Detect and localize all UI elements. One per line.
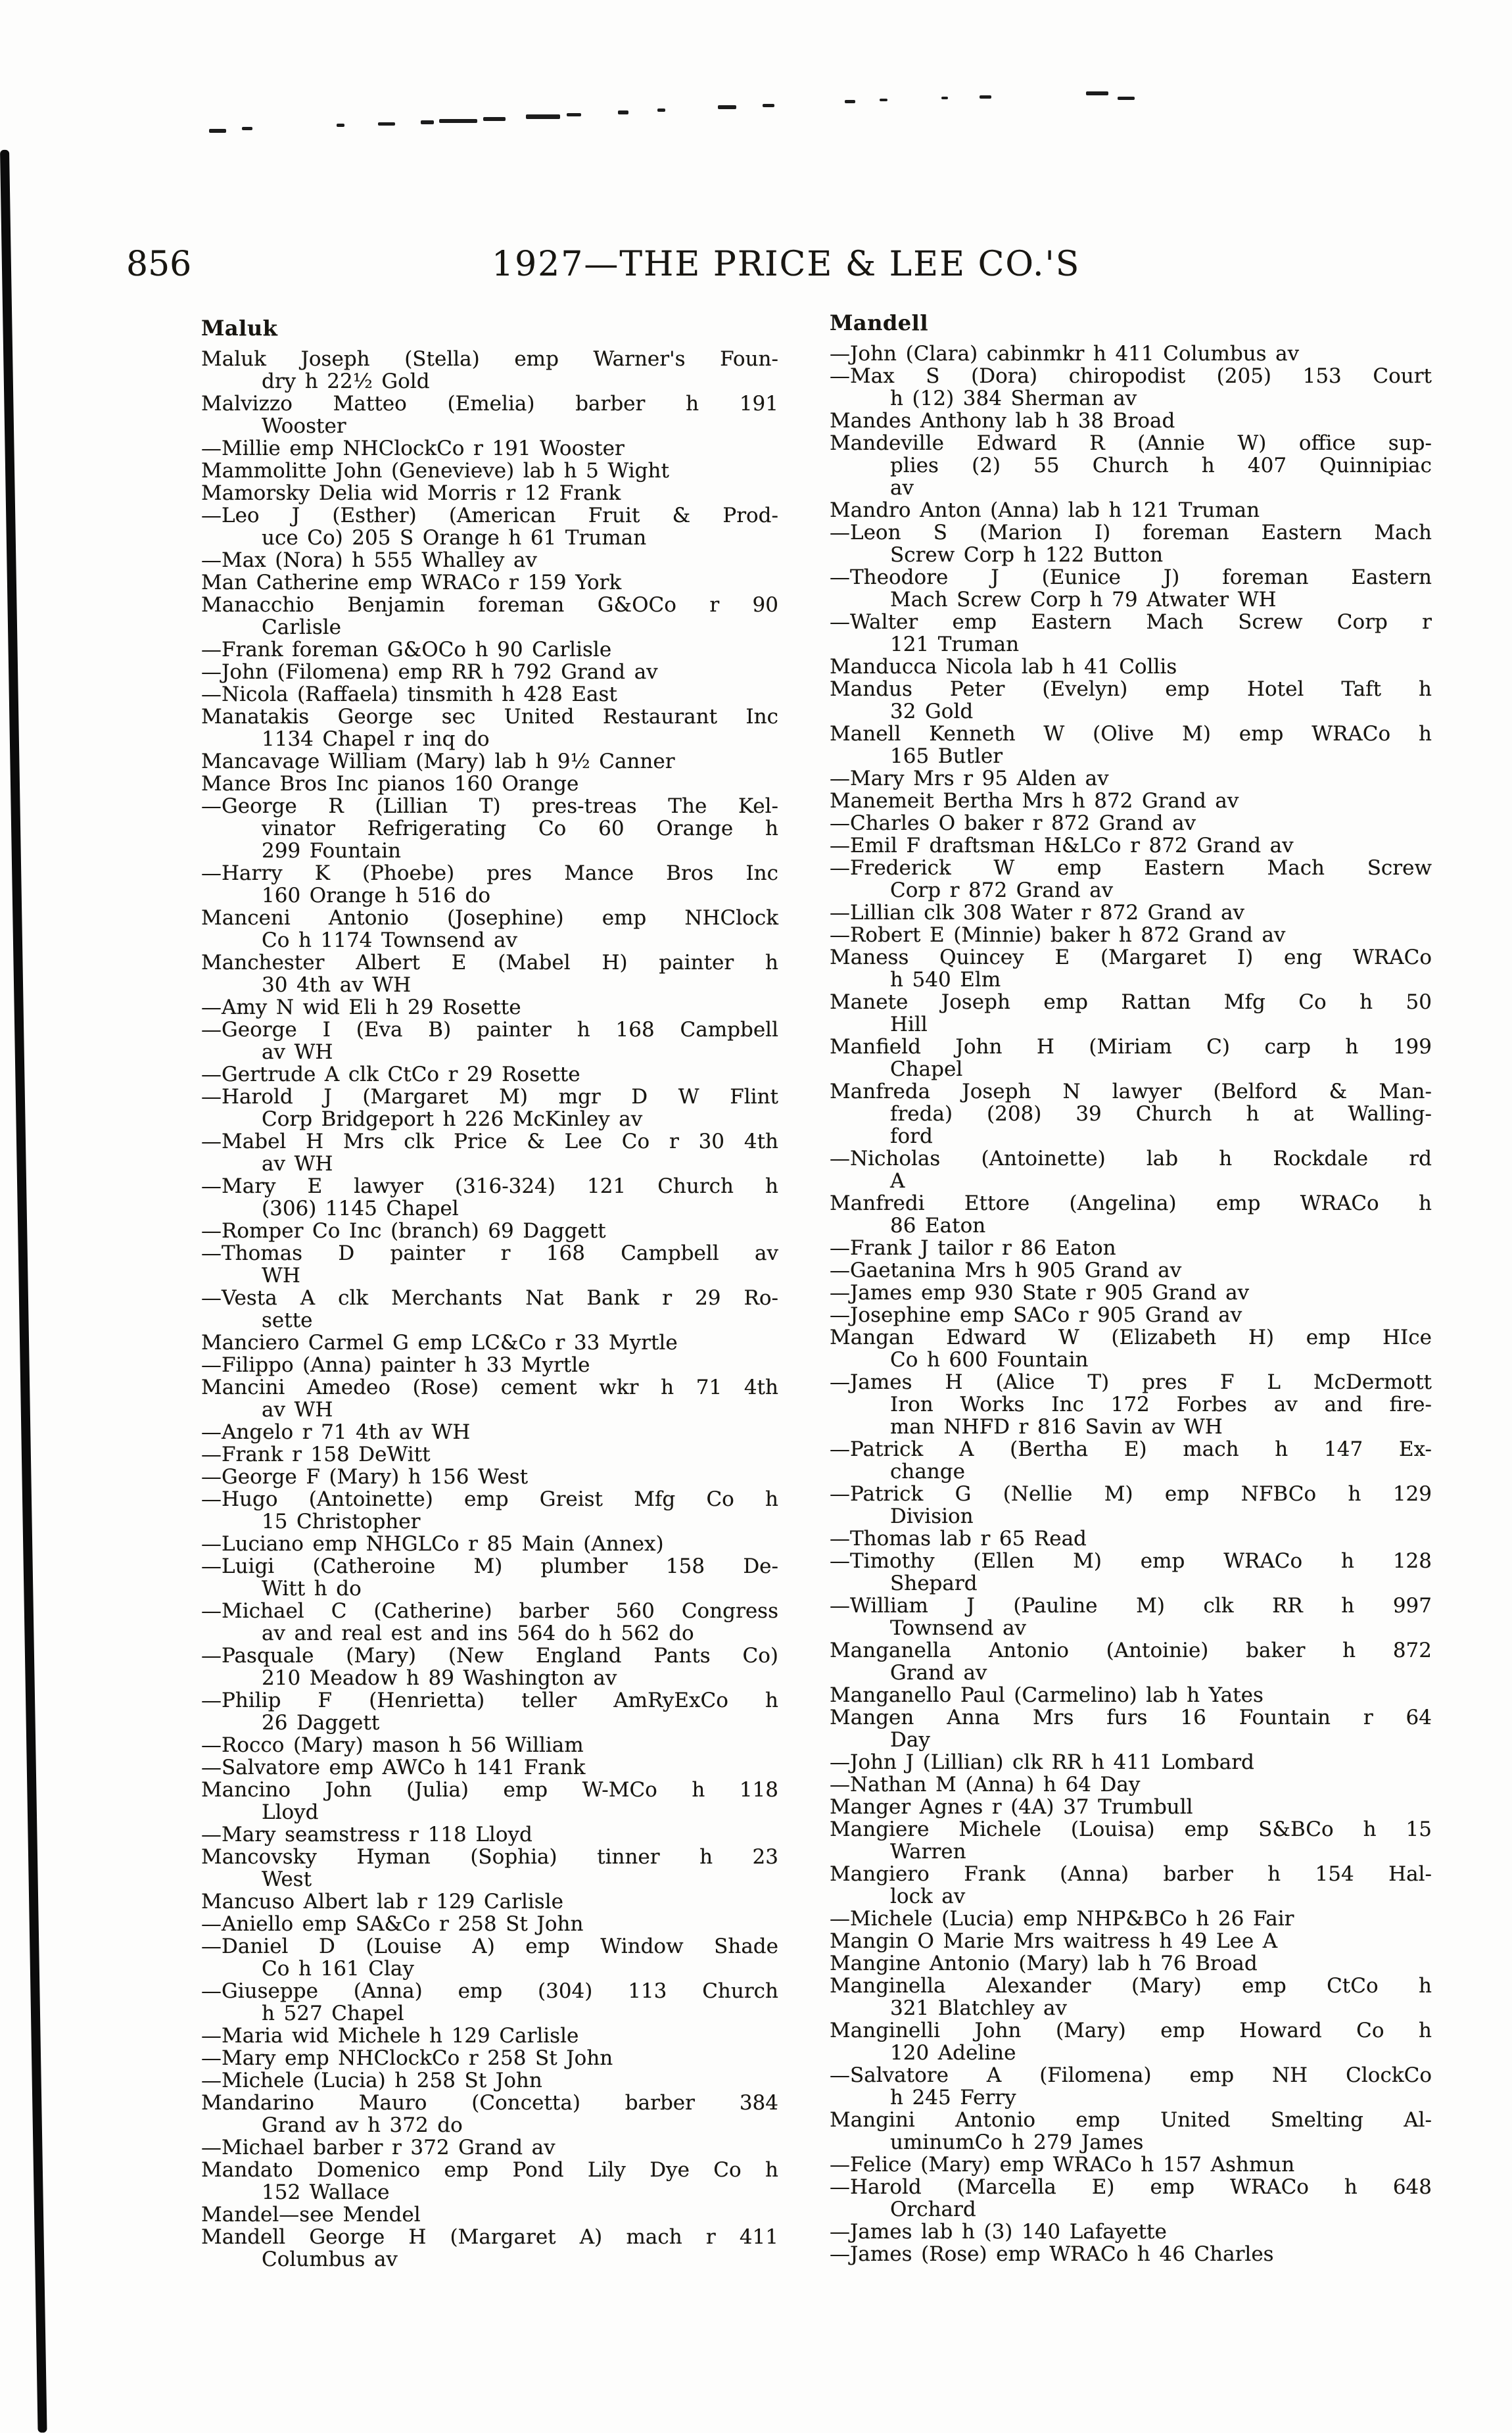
- directory-line: —George R (Lillian T) pres-treas The Kel-: [201, 794, 778, 818]
- directory-column-right: [830, 312, 1432, 2265]
- directory-line: —Frank r 158 DeWitt: [201, 1443, 431, 1466]
- directory-line: Mangan Edward W (Elizabeth H) emp HIce: [830, 1326, 1432, 1349]
- directory-line: Manganella Antonio (Antoinie) baker h 872: [830, 1639, 1432, 1662]
- directory-line: 120 Adeline: [890, 2041, 1016, 2065]
- directory-line: —Michael C (Catherine) barber 560 Congress: [201, 1599, 778, 1623]
- directory-line: Manfreda Joseph N lawyer (Belford & Man-: [830, 1080, 1432, 1103]
- directory-line: Mangini Antonio emp United Smelting Al-: [830, 2108, 1432, 2132]
- directory-line: Wooster: [262, 414, 346, 438]
- directory-line: Mamorsky Delia wid Morris r 12 Frank: [201, 481, 621, 505]
- scan-artifact-dash: [439, 119, 477, 123]
- directory-line: Carlisle: [262, 615, 342, 639]
- scan-artifact-dash: [763, 104, 774, 107]
- directory-line: Co h 600 Fountain: [890, 1348, 1089, 1372]
- directory-line: 165 Butler: [890, 744, 1003, 768]
- directory-line: Maness Quincey E (Margaret I) eng WRACo: [830, 946, 1432, 969]
- directory-line: h (12) 384 Sherman av: [890, 387, 1137, 410]
- directory-line: Mach Screw Corp h 79 Atwater WH: [890, 588, 1277, 612]
- directory-line: Mancovsky Hyman (Sophia) tinner h 23: [201, 1845, 778, 1869]
- directory-line: Manceni Antonio (Josephine) emp NHClock: [201, 906, 778, 930]
- scan-artifact-dash: [845, 100, 855, 103]
- directory-line: —Rocco (Mary) mason h 56 William: [201, 1733, 584, 1757]
- scan-artifact-dash: [567, 113, 581, 116]
- directory-line: —Theodore J (Eunice J) foreman Eastern: [830, 566, 1432, 589]
- directory-line: Manginella Alexander (Mary) emp CtCo h: [830, 1974, 1432, 1998]
- directory-line: Manfredi Ettore (Angelina) emp WRACo h: [830, 1192, 1432, 1215]
- directory-line: Mandro Anton (Anna) lab h 121 Truman: [830, 498, 1260, 522]
- directory-line: —Vesta A clk Merchants Nat Bank r 29 Ro-: [201, 1286, 778, 1310]
- scan-artifact-dash: [980, 95, 991, 99]
- directory-column-left: [201, 317, 778, 2271]
- directory-line: —George I (Eva B) painter h 168 Campbell: [201, 1018, 778, 1042]
- scan-gutter-streak: [0, 150, 47, 2433]
- directory-line: 30 4th av WH: [262, 973, 412, 997]
- directory-line: —Nicola (Raffaela) tinsmith h 428 East: [201, 683, 617, 706]
- directory-lines-right: [830, 343, 1432, 2265]
- scan-artifact-dash: [526, 114, 560, 119]
- directory-line: —Nicholas (Antoinette) lab h Rockdale rd: [830, 1147, 1432, 1170]
- directory-line: Columbus av: [262, 2248, 398, 2271]
- directory-line: man NHFD r 816 Savin av WH: [890, 1415, 1223, 1439]
- directory-line: Manatakis George sec United Restaurant Inc: [201, 705, 778, 729]
- directory-line: Lloyd: [262, 1800, 319, 1824]
- directory-line: —Mary seamstress r 118 Lloyd: [201, 1823, 532, 1846]
- directory-line: —Walter emp Eastern Mach Screw Corp r: [830, 610, 1432, 634]
- directory-line: change: [890, 1460, 965, 1483]
- scan-artifact-dash: [483, 117, 506, 121]
- directory-line: —Amy N wid Eli h 29 Rosette: [201, 996, 521, 1019]
- directory-line: 152 Wallace: [262, 2180, 390, 2204]
- directory-line: —Salvatore A (Filomena) emp NH ClockCo: [830, 2063, 1432, 2087]
- directory-line: ford: [890, 1124, 933, 1148]
- directory-line: 86 Eaton: [890, 1214, 986, 1238]
- directory-line: 210 Meadow h 89 Washington av: [262, 1666, 617, 1690]
- directory-line: —Daniel D (Louise A) emp Window Shade: [201, 1935, 778, 1958]
- directory-line: Mandato Domenico emp Pond Lily Dye Co h: [201, 2158, 778, 2182]
- directory-line: —Angelo r 71 4th av WH: [201, 1420, 471, 1444]
- directory-line: —Gertrude A clk CtCo r 29 Rosette: [201, 1063, 580, 1086]
- directory-line: Co h 1174 Townsend av: [262, 928, 518, 952]
- directory-line: —John (Filomena) emp RR h 792 Grand av: [201, 660, 658, 684]
- directory-line: Warren: [890, 1840, 966, 1864]
- scan-artifact-dash: [242, 127, 252, 130]
- directory-line: Manducca Nicola lab h 41 Collis: [830, 655, 1177, 679]
- directory-line: Corp r 872 Grand av: [890, 879, 1114, 902]
- directory-line: h 245 Ferry: [890, 2086, 1016, 2109]
- directory-line: freda) (208) 39 Church h at Walling-: [890, 1102, 1432, 1126]
- directory-line: —Romper Co Inc (branch) 69 Daggett: [201, 1219, 606, 1243]
- directory-line: Mandeville Edward R (Annie W) office sup-: [830, 431, 1432, 455]
- directory-line: —Lillian clk 308 Water r 872 Grand av: [830, 901, 1245, 925]
- directory-line: —Thomas D painter r 168 Campbell av: [201, 1241, 778, 1265]
- directory-line: —Pasquale (Mary) (New England Pants Co): [201, 1644, 778, 1668]
- directory-line: —Max (Nora) h 555 Whalley av: [201, 548, 537, 572]
- directory-line: Mandarino Mauro (Concetta) barber 384: [201, 2091, 778, 2115]
- directory-line: av WH: [262, 1040, 333, 1064]
- directory-line: dry h 22½ Gold: [262, 370, 430, 393]
- directory-line: Grand av h 372 do: [262, 2113, 463, 2137]
- directory-line: —James (Rose) emp WRACo h 46 Charles: [830, 2242, 1274, 2266]
- directory-line: sette: [262, 1309, 313, 1332]
- directory-line: —Mary emp NHClockCo r 258 St John: [201, 2046, 613, 2070]
- directory-line: Mandel—see Mendel: [201, 2203, 421, 2227]
- directory-line: Screw Corp h 122 Button: [890, 543, 1164, 567]
- directory-line: —Max S (Dora) chiropodist (205) 153 Court: [830, 364, 1432, 388]
- directory-line: Man Catherine emp WRACo r 159 York: [201, 571, 622, 594]
- directory-line: Mangiere Michele (Louisa) emp S&BCo h 15: [830, 1818, 1432, 1841]
- section-header-mandell: Mandell: [830, 310, 928, 335]
- directory-line: Mammolitte John (Genevieve) lab h 5 Wight: [201, 459, 669, 483]
- directory-line: Manchester Albert E (Mabel H) painter h: [201, 951, 778, 975]
- directory-lines-left: [201, 348, 778, 2271]
- directory-line: Mancino John (Julia) emp W-MCo h 118: [201, 1778, 778, 1802]
- directory-line: 1134 Chapel r inq do: [262, 727, 490, 751]
- directory-line: —John (Clara) cabinmkr h 411 Columbus av: [830, 342, 1300, 366]
- directory-line: —Michael barber r 372 Grand av: [201, 2136, 555, 2159]
- directory-line: —Frederick W emp Eastern Mach Screw: [830, 856, 1432, 880]
- directory-line: —Millie emp NHClockCo r 191 Wooster: [201, 437, 625, 460]
- directory-line: uminumCo h 279 James: [890, 2131, 1144, 2154]
- directory-line: Manacchio Benjamin foreman G&OCo r 90: [201, 593, 778, 617]
- directory-line: —Felice (Mary) emp WRACo h 157 Ashmun: [830, 2153, 1295, 2177]
- directory-line: Witt h do: [262, 1577, 362, 1601]
- directory-line: 26 Daggett: [262, 1711, 380, 1735]
- directory-line: A: [890, 1169, 905, 1193]
- directory-line: 321 Blatchley av: [890, 1996, 1068, 2020]
- scan-artifact-dash: [618, 110, 628, 114]
- scan-artifact-dash: [378, 122, 395, 126]
- scan-artifact-dash: [1118, 97, 1135, 100]
- directory-line: —Michele (Lucia) emp NHP&BCo h 26 Fair: [830, 1907, 1294, 1931]
- directory-line: Manganello Paul (Carmelino) lab h Yates: [830, 1683, 1264, 1707]
- directory-line: Townsend av: [890, 1616, 1027, 1640]
- directory-line: —Philip F (Henrietta) teller AmRyExCo h: [201, 1689, 778, 1712]
- directory-line: —James H (Alice T) pres F L McDermott: [830, 1370, 1432, 1394]
- directory-line: Orchard: [890, 2198, 976, 2221]
- scan-artifact-dash: [657, 108, 665, 112]
- directory-line: Manete Joseph emp Rattan Mfg Co h 50: [830, 990, 1432, 1014]
- directory-line: uce Co) 205 S Orange h 61 Truman: [262, 526, 647, 550]
- directory-line: —Maria wid Michele h 129 Carlisle: [201, 2024, 579, 2048]
- directory-line: Day: [890, 1728, 930, 1752]
- directory-line: Malvizzo Matteo (Emelia) barber h 191: [201, 392, 778, 416]
- directory-line: lock av: [890, 1885, 966, 1908]
- directory-line: Mandes Anthony lab h 38 Broad: [830, 409, 1175, 433]
- directory-line: 15 Christopher: [262, 1510, 421, 1533]
- directory-line: Manginelli John (Mary) emp Howard Co h: [830, 2019, 1432, 2042]
- directory-line: Manfield John H (Miriam C) carp h 199: [830, 1035, 1432, 1059]
- directory-line: —Aniello emp SA&Co r 258 St John: [201, 1912, 584, 1936]
- running-head: [0, 246, 1512, 285]
- directory-line: —Nathan M (Anna) h 64 Day: [830, 1773, 1141, 1796]
- directory-line: —Patrick A (Bertha E) mach h 147 Ex-: [830, 1437, 1432, 1461]
- page-number: 856: [126, 245, 192, 284]
- directory-line: plies (2) 55 Church h 407 Quinnipiac: [890, 454, 1432, 477]
- directory-line: Mangen Anna Mrs furs 16 Fountain r 64: [830, 1706, 1432, 1729]
- directory-line: —Josephine emp SACo r 905 Grand av: [830, 1303, 1242, 1327]
- directory-line: —Hugo (Antoinette) emp Greist Mfg Co h: [201, 1487, 778, 1511]
- directory-line: —Salvatore emp AWCo h 141 Frank: [201, 1756, 586, 1779]
- directory-line: Corp Bridgeport h 226 McKinley av: [262, 1107, 643, 1131]
- directory-line: vinator Refrigerating Co 60 Orange h: [262, 817, 778, 840]
- directory-line: Manger Agnes r (4A) 37 Trumbull: [830, 1795, 1193, 1819]
- directory-line: Hill: [890, 1013, 928, 1036]
- scan-artifact-dash: [880, 99, 887, 101]
- directory-line: (306) 1145 Chapel: [262, 1197, 459, 1220]
- directory-line: Manell Kenneth W (Olive M) emp WRACo h: [830, 722, 1432, 746]
- directory-line: —Frank foreman G&OCo h 90 Carlisle: [201, 638, 612, 662]
- directory-line: Maluk Joseph (Stella) emp Warner's Foun-: [201, 347, 778, 371]
- directory-line: WH: [262, 1264, 300, 1288]
- directory-line: Iron Works Inc 172 Forbes av and fire-: [890, 1393, 1432, 1416]
- directory-line: —John J (Lillian) clk RR h 411 Lombard: [830, 1750, 1254, 1774]
- directory-line: Mancini Amedeo (Rose) cement wkr h 71 4th: [201, 1376, 778, 1399]
- directory-line: —Emil F draftsman H&LCo r 872 Grand av: [830, 834, 1294, 857]
- page-header-title: 1927—THE PRICE & LEE CO.'S: [492, 245, 1081, 284]
- scan-artifact-dash: [941, 97, 948, 99]
- directory-line: av WH: [262, 1398, 333, 1422]
- directory-line: Manciero Carmel G emp LC&Co r 33 Myrtle: [201, 1331, 678, 1355]
- directory-line: Chapel: [890, 1057, 963, 1081]
- directory-line: West: [262, 1867, 312, 1891]
- directory-line: —Giuseppe (Anna) emp (304) 113 Church: [201, 1979, 778, 2003]
- scan-artifact-dash: [718, 105, 736, 109]
- directory-line: Mangin O Marie Mrs waitress h 49 Lee A: [830, 1929, 1278, 1953]
- directory-line: —Leon S (Marion I) foreman Eastern Mach: [830, 521, 1432, 544]
- directory-line: —Thomas lab r 65 Read: [830, 1527, 1087, 1551]
- directory-line: —James emp 930 State r 905 Grand av: [830, 1281, 1250, 1305]
- directory-line: av and real est and ins 564 do h 562 do: [262, 1622, 694, 1645]
- directory-line: —James lab h (3) 140 Lafayette: [830, 2220, 1167, 2244]
- directory-line: —Harold J (Margaret M) mgr D W Flint: [201, 1085, 778, 1109]
- directory-line: —Mary Mrs r 95 Alden av: [830, 767, 1109, 790]
- directory-line: —Michele (Lucia) h 258 St John: [201, 2069, 542, 2092]
- directory-line: —Robert E (Minnie) baker h 872 Grand av: [830, 923, 1286, 947]
- directory-line: 299 Fountain: [262, 839, 401, 863]
- directory-line: —Mary E lawyer (316-324) 121 Church h: [201, 1174, 778, 1198]
- directory-line: Mangine Antonio (Mary) lab h 76 Broad: [830, 1952, 1258, 1975]
- directory-line: —Leo J (Esther) (American Fruit & Prod-: [201, 504, 778, 527]
- directory-line: h 540 Elm: [890, 968, 1001, 992]
- directory-line: av WH: [262, 1152, 333, 1176]
- directory-line: —Luciano emp NHGLCo r 85 Main (Annex): [201, 1532, 664, 1556]
- scan-artifact-dash: [337, 124, 344, 127]
- directory-line: Mangiero Frank (Anna) barber h 154 Hal-: [830, 1862, 1432, 1886]
- directory-line: 121 Truman: [890, 633, 1020, 656]
- directory-line: Mancuso Albert lab r 129 Carlisle: [201, 1890, 563, 1914]
- directory-line: —George F (Mary) h 156 West: [201, 1465, 529, 1489]
- directory-line: —Luigi (Catheroine M) plumber 158 De-: [201, 1554, 778, 1578]
- directory-line: 32 Gold: [890, 700, 974, 723]
- directory-line: Mancavage William (Mary) lab h 9½ Canner: [201, 750, 675, 773]
- directory-line: Mandell George H (Margaret A) mach r 411: [201, 2225, 778, 2249]
- directory-line: —Frank J tailor r 86 Eaton: [830, 1236, 1116, 1260]
- directory-line: 160 Orange h 516 do: [262, 884, 490, 907]
- directory-line: Co h 161 Clay: [262, 1957, 414, 1981]
- directory-line: Division: [890, 1505, 974, 1528]
- directory-line: —Filippo (Anna) painter h 33 Myrtle: [201, 1353, 590, 1377]
- directory-line: —Harry K (Phoebe) pres Mance Bros Inc: [201, 861, 778, 885]
- scan-artifact-dash: [421, 120, 434, 124]
- directory-line: Manemeit Bertha Mrs h 872 Grand av: [830, 789, 1239, 813]
- directory-line: Grand av: [890, 1661, 987, 1685]
- directory-line: Mance Bros Inc pianos 160 Orange: [201, 772, 579, 796]
- directory-line: Mandus Peter (Evelyn) emp Hotel Taft h: [830, 677, 1432, 701]
- directory-line: —William J (Pauline M) clk RR h 997: [830, 1594, 1432, 1618]
- directory-line: —Mabel H Mrs clk Price & Lee Co r 30 4th: [201, 1130, 778, 1153]
- directory-line: —Harold (Marcella E) emp WRACo h 648: [830, 2175, 1432, 2199]
- directory-line: Shepard: [890, 1572, 978, 1595]
- scan-artifact-dash: [209, 129, 226, 133]
- directory-line: h 527 Chapel: [262, 2002, 404, 2025]
- section-header-maluk: Maluk: [201, 316, 278, 341]
- directory-line: —Patrick G (Nellie M) emp NFBCo h 129: [830, 1482, 1432, 1506]
- directory-line: —Charles O baker r 872 Grand av: [830, 811, 1196, 835]
- directory-line: —Gaetanina Mrs h 905 Grand av: [830, 1259, 1182, 1282]
- directory-line: —Timothy (Ellen M) emp WRACo h 128: [830, 1549, 1432, 1573]
- scan-artifact-dash: [1086, 91, 1108, 95]
- directory-line: av: [890, 476, 914, 500]
